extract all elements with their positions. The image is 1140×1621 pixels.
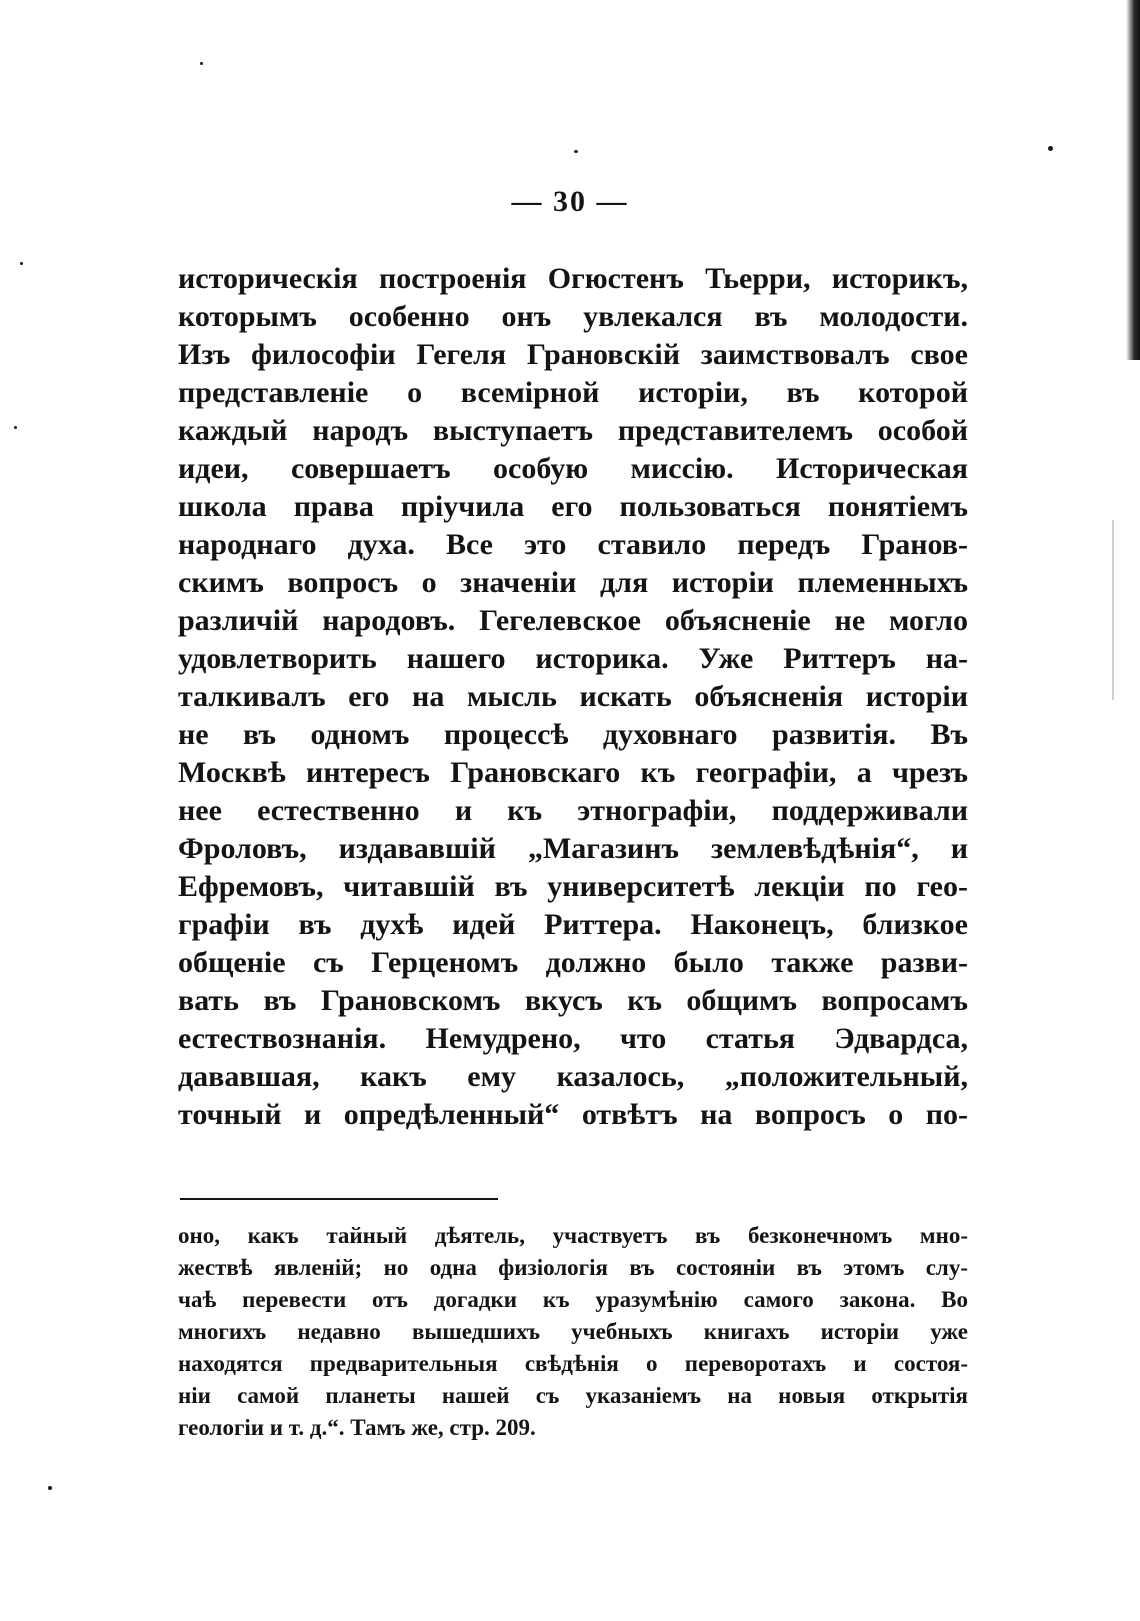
- scan-edge-line: [1112, 520, 1114, 700]
- text-line: скимъ вопросъ о значеніи для исторіи племенныхъ: [178, 566, 968, 599]
- text-line: естествознанія. Немудрено, что статья Эдвардса,: [178, 1022, 968, 1055]
- footnote-line: многихъ недавно вышедшихъ учебныхъ книгахъ исторіи уже: [178, 1319, 968, 1344]
- text-line: общеніе съ Герценомъ должно было также разви-: [178, 946, 968, 979]
- text-line: Москвѣ интересъ Грановскаго къ географіи, а чрезъ: [178, 756, 968, 789]
- scan-speck: [48, 1486, 52, 1490]
- text-line: графіи въ духѣ идей Риттера. Наконецъ, близкое: [178, 908, 968, 941]
- text-line: историческія построенія Огюстенъ Тьерри, историкъ,: [178, 262, 968, 295]
- footnote-line: жествѣ явленій; но одна физіологія въ состояніи въ этомъ слу-: [178, 1255, 968, 1280]
- text-line: представленіе о всемірной исторіи, въ которой: [178, 376, 968, 409]
- text-line: каждый народъ выступаетъ представителемъ особой: [178, 414, 968, 447]
- text-line: школа права пріучила его пользоваться понятіемъ: [178, 490, 968, 523]
- text-line: удовлетворить нашего историка. Уже Риттеръ на-: [178, 642, 968, 675]
- text-line: Изъ философіи Гегеля Грановскій заимствовалъ свое: [178, 338, 968, 371]
- scan-speck: [574, 150, 578, 153]
- main-text: [178, 260, 968, 1134]
- footnote-line: ніи самой планеты нашей съ указаніемъ на новыя открытія: [178, 1383, 968, 1408]
- footnote-line: оно, какъ тайный дѣятель, участвуетъ въ безконечномъ мно-: [178, 1223, 968, 1248]
- text-line: различій народовъ. Гегелевское объясненіе не могло: [178, 604, 968, 637]
- text-line: которымъ особенно онъ увлекался въ молодости.: [178, 300, 968, 333]
- footnote-line: чаѣ перевести отъ догадки къ уразумѣнію самого закона. Во: [178, 1287, 968, 1312]
- page-number: — 30 —: [511, 185, 629, 218]
- text-line: Ефремовъ, читавшій въ университетѣ лекціи по гео-: [178, 870, 968, 903]
- text-line: идеи, совершаетъ особую миссію. Историческая: [178, 452, 968, 485]
- scan-speck: [20, 262, 23, 265]
- text-line: нее естественно и къ этнографіи, поддерживали: [178, 794, 968, 827]
- text-line: народнаго духа. Все это ставило передъ Гранов-: [178, 528, 968, 561]
- scan-speck: [200, 62, 203, 65]
- footnote-line: геологіи и т. д.“. Тамъ же, стр. 209.: [178, 1415, 536, 1440]
- scan-speck: [14, 426, 17, 429]
- footnote: [178, 1220, 968, 1444]
- text-line: не въ одномъ процессѣ духовнаго развитія. Въ: [178, 718, 968, 751]
- text-line: точный и опредѣленный“ отвѣтъ на вопросъ о по-: [178, 1098, 968, 1131]
- footnote-line: находятся предварительныя свѣдѣнія о переворотахъ и состоя-: [178, 1351, 968, 1376]
- text-line: дававшая, какъ ему казалось, „положительный,: [178, 1060, 968, 1093]
- text-line: Фроловъ, издававшій „Магазинъ землевѣдѣнія“, и: [178, 832, 968, 865]
- text-line: вать въ Грановскомъ вкусъ къ общимъ вопросамъ: [178, 984, 968, 1017]
- text-line: талкивалъ его на мысль искать объясненія исторіи: [178, 680, 968, 713]
- scan-speck: [1048, 146, 1053, 151]
- footnote-rule: [180, 1198, 498, 1200]
